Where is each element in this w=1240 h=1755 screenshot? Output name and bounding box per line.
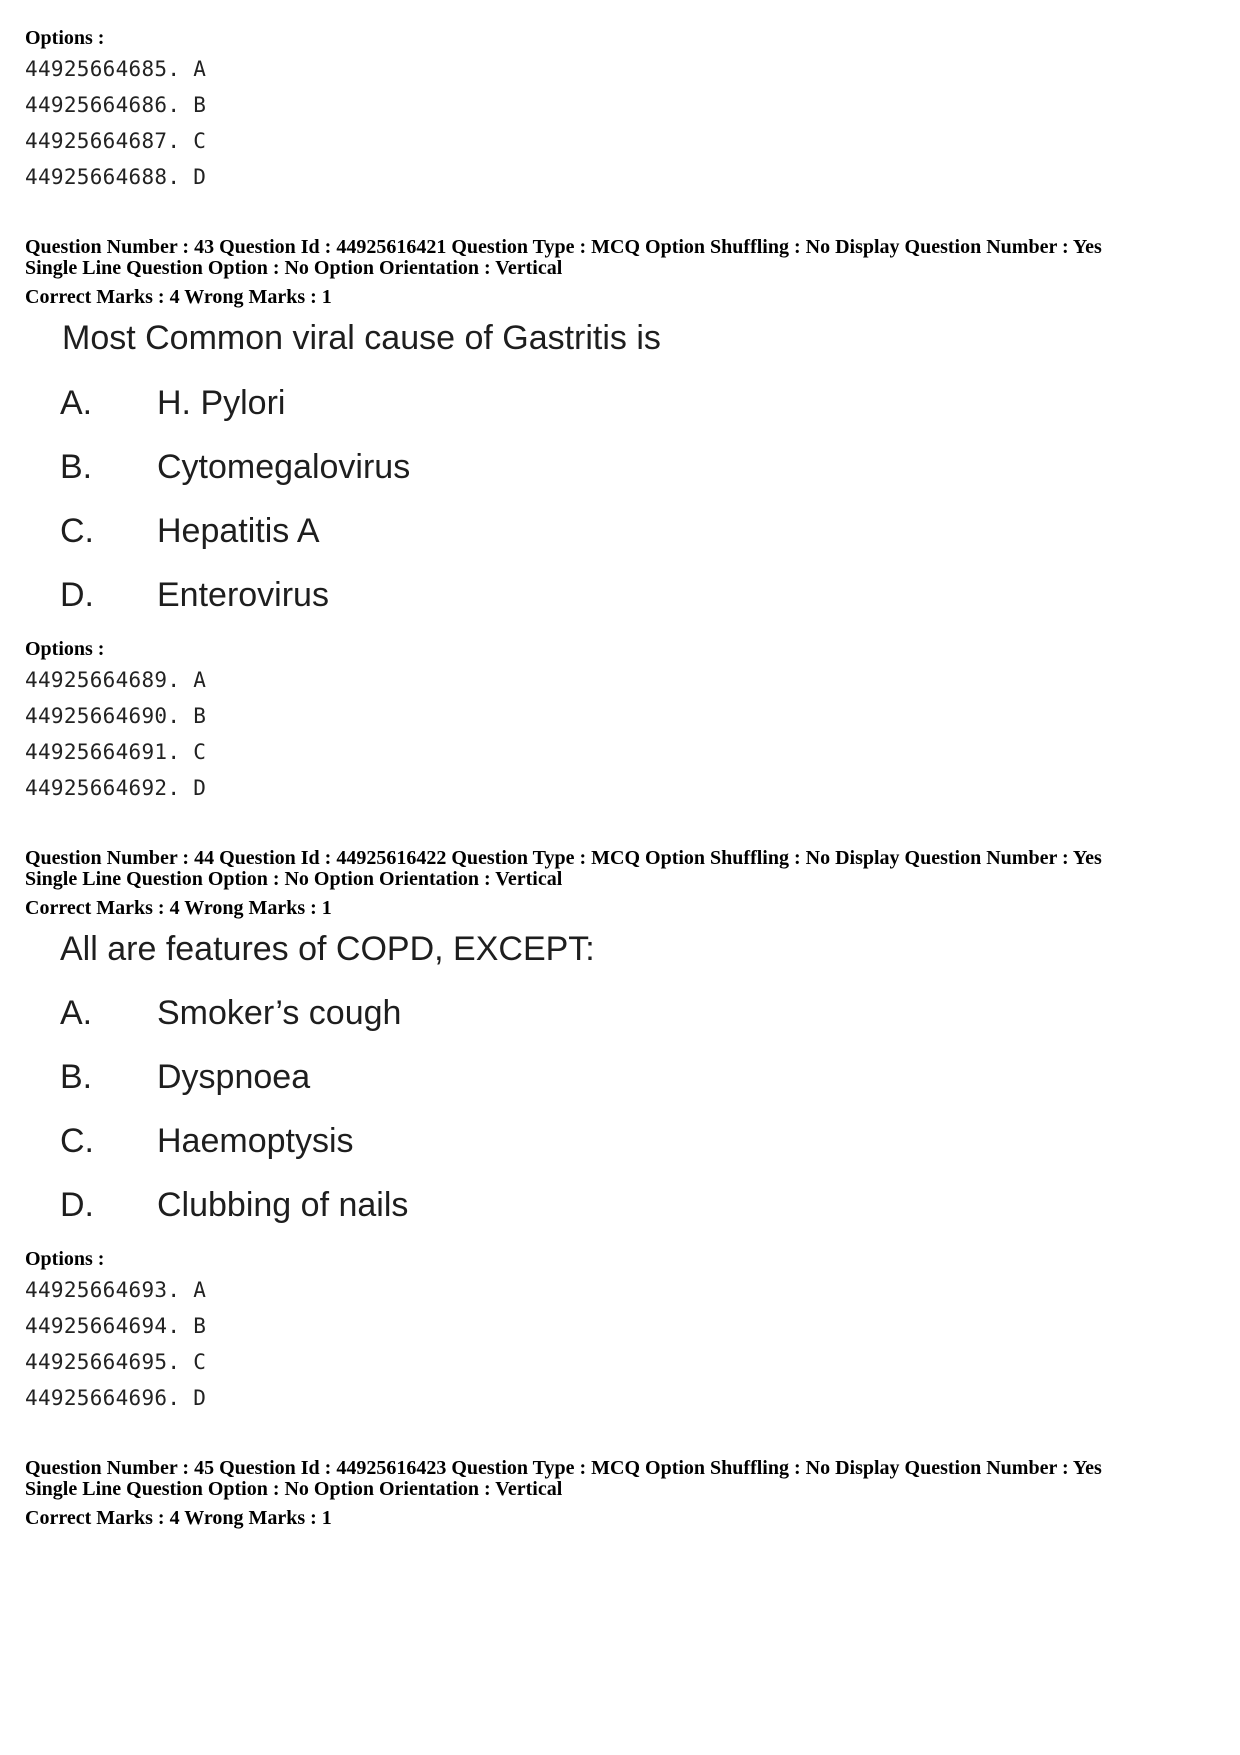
question-meta-line: Question Number : 44 Question Id : 44925616422 Question Type : MCQ Option Shuffling : No Display Question Number : Yes: [25, 847, 1102, 869]
question-meta-line: Single Line Question Option : No Option Orientation : Vertical: [25, 1478, 563, 1500]
choice-letter: C.: [60, 1122, 94, 1160]
option-id-line: 44925664686. B: [25, 93, 207, 117]
option-id-line: 44925664690. B: [25, 704, 207, 728]
option-id-line: 44925664688. D: [25, 165, 207, 189]
option-id-line: 44925664685. A: [25, 57, 207, 81]
option-id-line: 44925664694. B: [25, 1314, 207, 1338]
choice-text: Smoker’s cough: [157, 994, 402, 1032]
choice-letter: B.: [60, 1058, 93, 1096]
option-id-line: 44925664696. D: [25, 1386, 207, 1410]
choice-text: Haemoptysis: [157, 1122, 354, 1160]
question-meta-line: Question Number : 43 Question Id : 44925616421 Question Type : MCQ Option Shuffling : No Display Question Number : Yes: [25, 236, 1102, 258]
option-id-line: 44925664691. C: [25, 740, 207, 764]
question-marks-line: Correct Marks : 4 Wrong Marks : 1: [25, 1507, 332, 1529]
choice-letter: A.: [60, 994, 93, 1032]
option-id-line: 44925664687. C: [25, 129, 207, 153]
choice-text: H. Pylori: [157, 384, 286, 422]
choice-letter: D.: [60, 576, 94, 614]
option-id-line: 44925664689. A: [25, 668, 207, 692]
choice-letter: C.: [60, 512, 94, 550]
choice-text: Cytomegalovirus: [157, 448, 411, 486]
question-text: All are features of COPD, EXCEPT:: [60, 930, 595, 968]
choice-letter: B.: [60, 448, 93, 486]
question-meta-line: Single Line Question Option : No Option Orientation : Vertical: [25, 868, 563, 890]
question-marks-line: Correct Marks : 4 Wrong Marks : 1: [25, 897, 332, 919]
option-id-line: 44925664695. C: [25, 1350, 207, 1374]
question-meta-line: Single Line Question Option : No Option Orientation : Vertical: [25, 257, 563, 279]
question-meta-line: Question Number : 45 Question Id : 44925616423 Question Type : MCQ Option Shuffling : No Display Question Number : Yes: [25, 1457, 1102, 1479]
choice-text: Hepatitis A: [157, 512, 320, 550]
question-text: Most Common viral cause of Gastritis is: [62, 319, 661, 357]
choice-text: Enterovirus: [157, 576, 329, 614]
options-label: Options :: [25, 27, 105, 49]
options-label: Options :: [25, 638, 105, 660]
choice-letter: A.: [60, 384, 93, 422]
option-id-line: 44925664693. A: [25, 1278, 207, 1302]
question-marks-line: Correct Marks : 4 Wrong Marks : 1: [25, 286, 332, 308]
choice-text: Dyspnoea: [157, 1058, 311, 1096]
choice-letter: D.: [60, 1186, 94, 1224]
option-id-line: 44925664692. D: [25, 776, 207, 800]
choice-text: Clubbing of nails: [157, 1186, 409, 1224]
options-label: Options :: [25, 1248, 105, 1270]
